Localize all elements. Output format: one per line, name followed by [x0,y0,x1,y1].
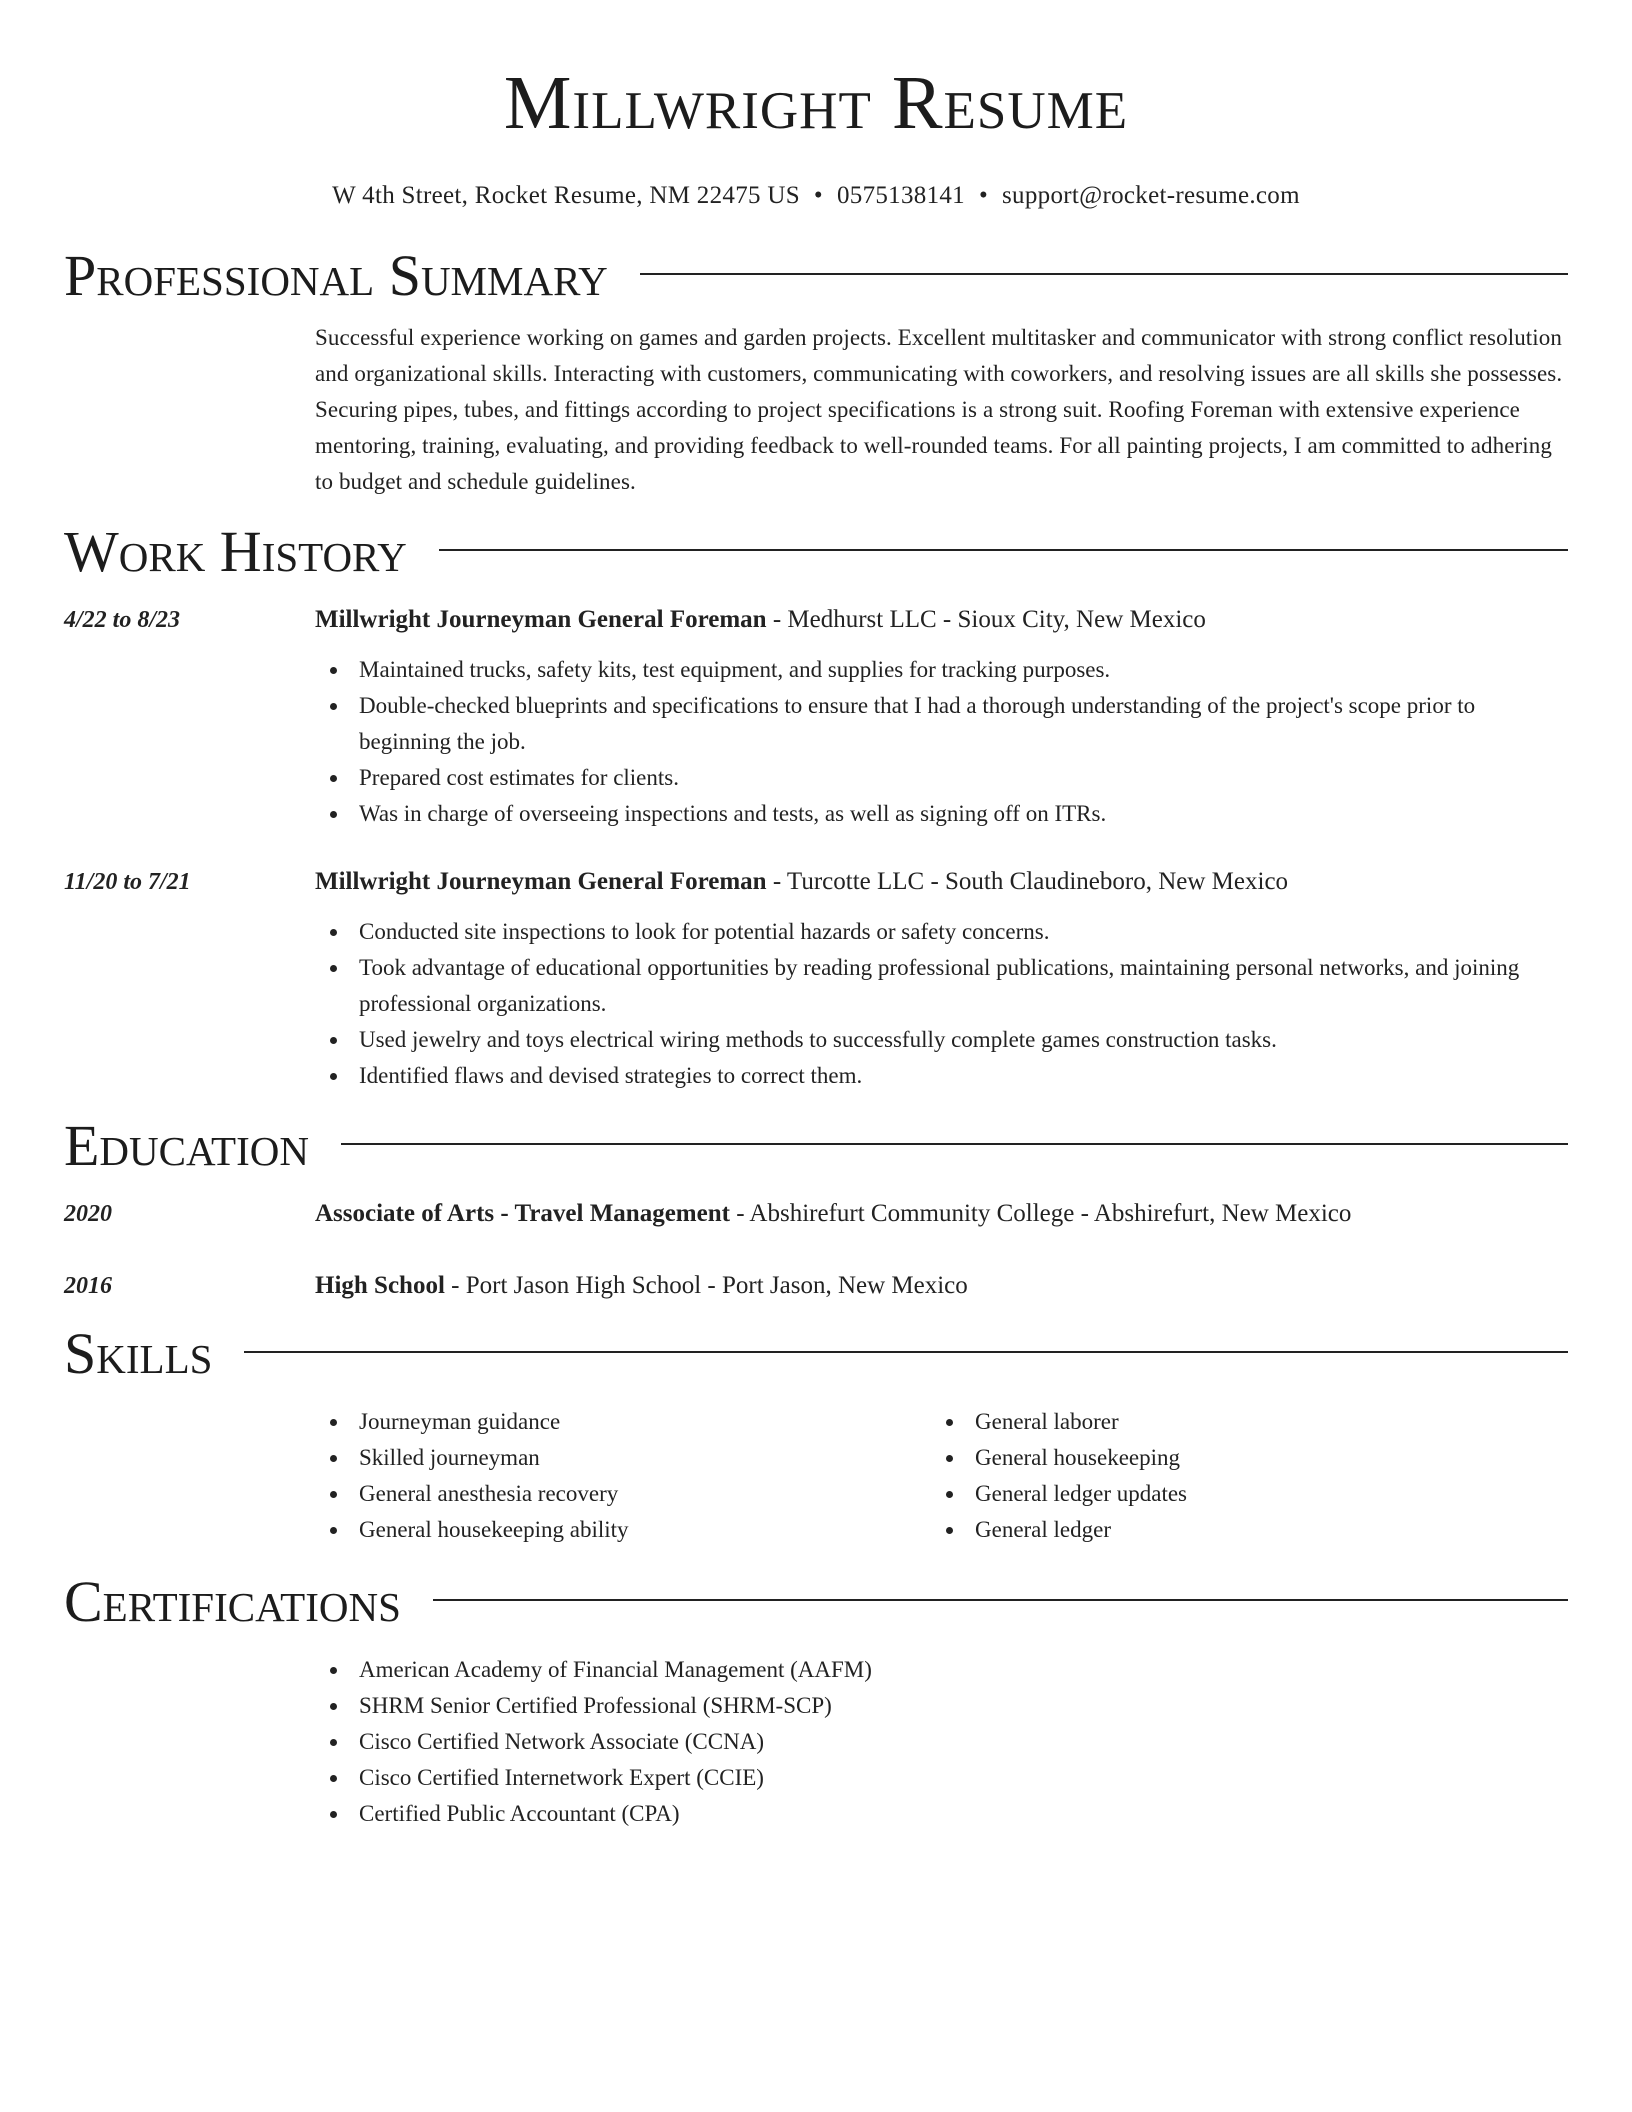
job-entry [64,604,1568,832]
job-bullet: Prepared cost estimates for clients. [315,760,1568,796]
section-divider [433,1599,1568,1601]
section-title-work: Work History [64,519,407,584]
summary-text: Successful experience working on games and garden projects. Excellent multitasker and communicator with strong conflict resolution and organizational skills. Interacting with customers, communicating with coworkers, and resolving issues are all skills she possesses. Securing pipes, tubes, and fittings according to project specifications is a strong suit. Roofing Foreman with extensive experience mentoring, training, evaluating, and providing feedback to well-rounded teams. For all painting projects, I am committed to adhering to budget and schedule guidelines. [315,325,1563,494]
skill-item: General housekeeping [931,1440,1547,1476]
section-header-skills [64,1321,1568,1386]
certification-item: Cisco Certified Network Associate (CCNA) [315,1724,1568,1760]
job-title: Millwright Journeyman General Foreman [315,868,767,895]
skills-grid [315,1404,1568,1548]
certification-item: Certified Public Accountant (CPA) [315,1796,1568,1832]
education-entry [64,1270,1568,1302]
section-header-certifications [64,1569,1568,1634]
job-bullet: Double-checked blueprints and specifications to ensure that I had a thorough understanding of the project's scope prior to beginning the job. [315,688,1568,760]
education-year: 2016 [64,1273,112,1299]
job-bullet: Used jewelry and toys electrical wiring methods to successfully complete games construction tasks. [315,1022,1568,1058]
certifications-list [315,1652,1568,1832]
skills-column-right [931,1404,1547,1548]
skill-item: General anesthesia recovery [315,1476,931,1512]
job-details: - Turcotte LLC - South Claudineboro, New Mexico [766,868,1289,895]
education-details: - Port Jason High School - Port Jason, New Mexico [444,1272,968,1299]
section-divider [244,1351,1568,1353]
job-line [315,866,1288,898]
job-entry [64,866,1568,1094]
certification-item: Cisco Certified Internetwork Expert (CCIE) [315,1760,1568,1796]
section-title-education: Education [64,1113,309,1178]
education-entry [64,1198,1568,1230]
certification-item: American Academy of Financial Management (AAFM) [315,1652,1568,1688]
contact-line [64,180,1568,212]
resume-name: Millwright Resume [503,61,1129,145]
skill-item: General ledger [931,1512,1547,1548]
job-bullet-list [315,652,1568,832]
section-title-certifications: Certifications [64,1569,401,1634]
section-divider [439,549,1568,551]
job-bullet: Maintained trucks, safety kits, test equipment, and supplies for tracking purposes. [315,652,1568,688]
job-header [64,866,1568,898]
job-dates: 4/22 to 8/23 [64,607,181,633]
job-line [315,604,1206,636]
separator-dot: • [978,182,989,209]
job-details: - Medhurst LLC - Sioux City, New Mexico [766,606,1206,633]
resume-page [64,0,1568,1832]
skill-item: Journeyman guidance [315,1404,931,1440]
job-bullet-list [315,914,1568,1094]
skill-item: General ledger updates [931,1476,1547,1512]
contact-phone: 0575138141 [836,182,965,209]
education-details: - Abshirefurt Community College - Abshirefurt, New Mexico [729,1200,1352,1227]
job-title: Millwright Journeyman General Foreman [315,606,767,633]
skill-item: General housekeeping ability [315,1512,931,1548]
contact-email: support@rocket-resume.com [1002,182,1300,209]
contact-address: W 4th Street, Rocket Resume, NM 22475 US [332,182,800,209]
section-title-summary: Professional Summary [64,243,608,308]
section-header-summary [64,243,1568,308]
education-line [315,1198,1351,1230]
skills-column-left [315,1404,931,1548]
skill-item: Skilled journeyman [315,1440,931,1476]
certification-item: SHRM Senior Certified Professional (SHRM-SCP) [315,1688,1568,1724]
separator-dot: • [813,182,823,209]
job-bullet: Was in charge of overseeing inspections and tests, as well as signing off on ITRs. [315,796,1568,832]
education-line [315,1270,968,1302]
job-header [64,604,1568,636]
section-header-education [64,1113,1568,1178]
section-header-work [64,519,1568,584]
education-degree: Associate of Arts - Travel Management [315,1200,730,1227]
job-bullet: Took advantage of educational opportunities by reading professional publications, maintaining personal networks, and joining professional organizations. [315,950,1568,1022]
job-bullet: Conducted site inspections to look for potential hazards or safety concerns. [315,914,1568,950]
job-dates: 11/20 to 7/21 [64,869,191,895]
education-degree: High School [315,1272,445,1299]
section-divider [341,1143,1568,1145]
skill-item: General laborer [931,1404,1547,1440]
education-year: 2020 [64,1201,112,1227]
section-title-skills: Skills [64,1321,213,1386]
section-divider [640,273,1568,275]
job-bullet: Identified flaws and devised strategies to correct them. [315,1058,1568,1094]
